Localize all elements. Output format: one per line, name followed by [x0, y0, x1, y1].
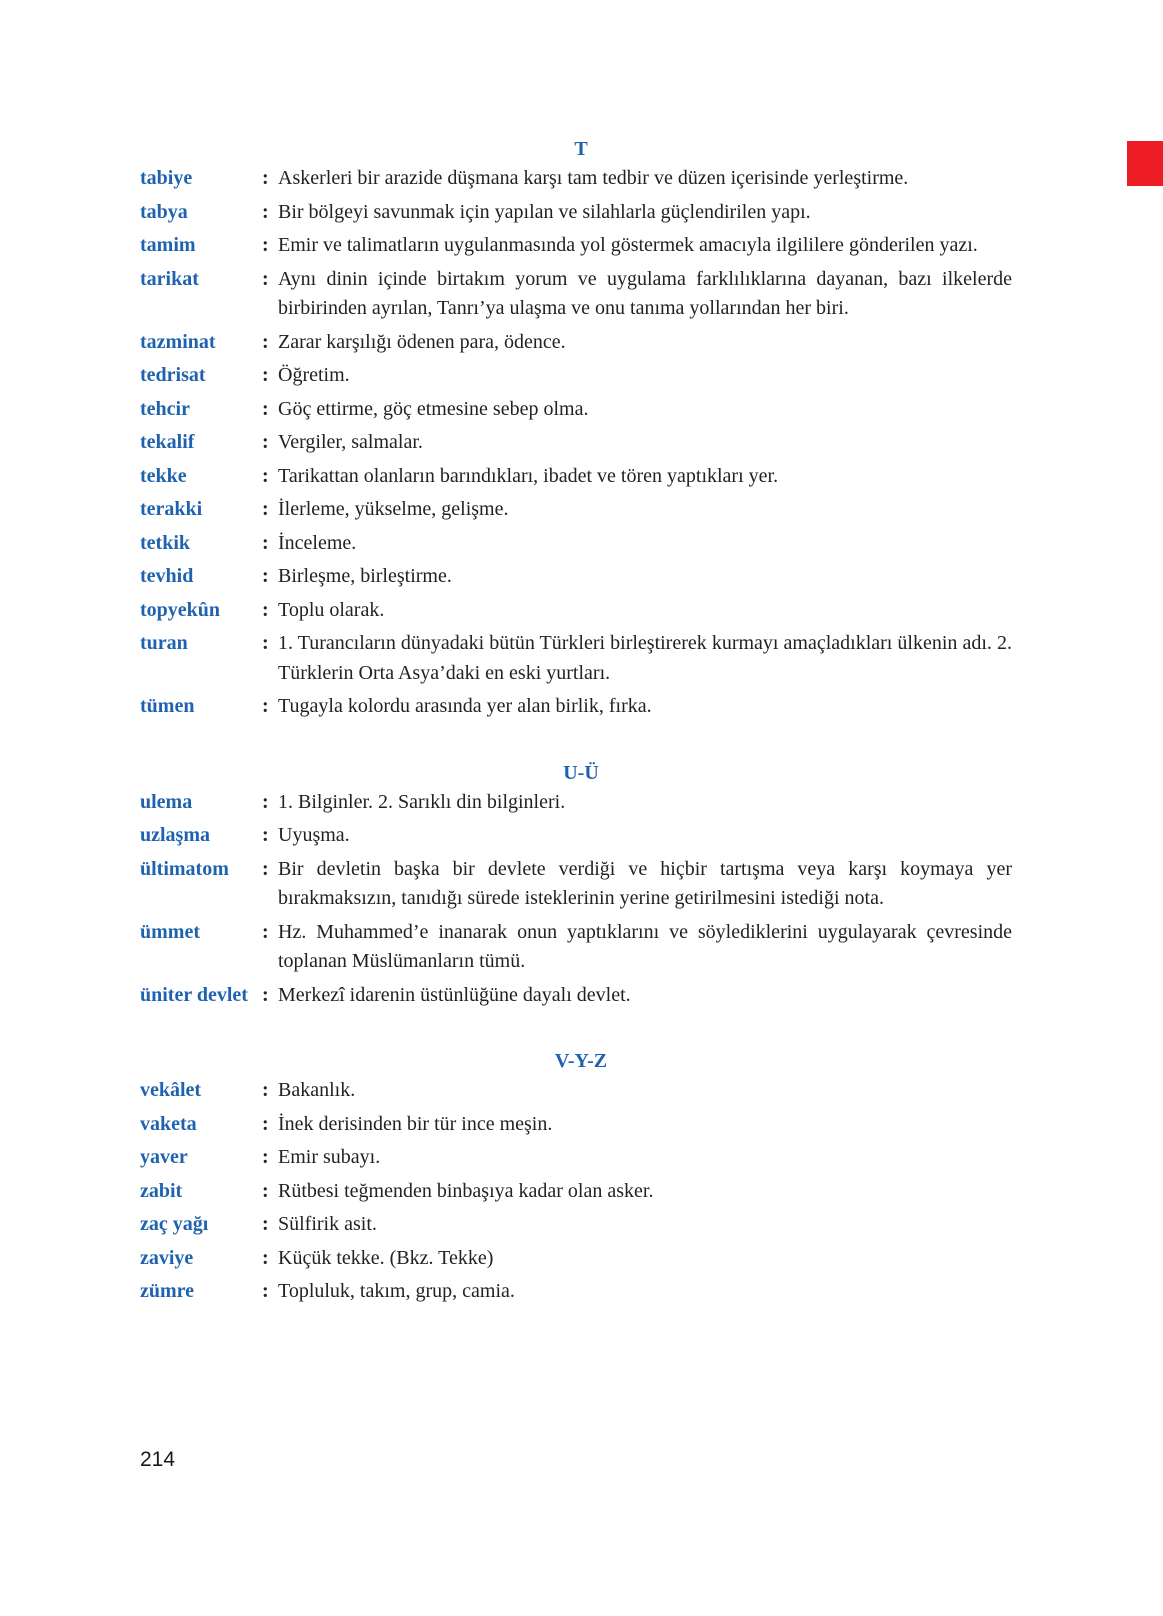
entry-term: tazminat — [140, 330, 216, 353]
entry-definition: Uyuşma. — [278, 824, 350, 846]
entry-definition: Aynı dinin içinde birtakım yorum ve uygulama farklılıklarına dayanan, bazı ilkelerde birbirinden ayrılan, Tanrı’ya ulaşma ve onu tanıma yollarından her biri. — [278, 267, 1012, 319]
glossary-entry — [140, 692, 1012, 722]
entry-separator: : — [262, 920, 269, 943]
glossary-content — [140, 134, 1012, 1343]
glossary-entry — [140, 529, 1012, 559]
entry-separator: : — [262, 431, 269, 453]
entry-term: tevhid — [140, 565, 194, 587]
entry-definition: Merkezî idarenin üstünlüğüne dayalı devlet. — [278, 983, 631, 1006]
glossary-entry — [140, 328, 1012, 358]
glossary-entry — [140, 1177, 1012, 1207]
entry-definition: Hz. Muhammed’e inanarak onun yaptıklarını ve söylediklerini uygulayarak çevresinde toplanan Müslümanların tümü. — [278, 920, 1012, 972]
glossary-entry — [140, 265, 1012, 324]
glossary-entry — [140, 1110, 1012, 1140]
entry-definition: 1. Turancıların dünyadaki bütün Türkleri birleştirerek kurmayı amaçladıkları ülkenin adı. 2. Türklerin Orta Asya’daki en eski yurtları. — [278, 632, 1012, 684]
entry-term: ümmet — [140, 920, 200, 943]
entry-term: ültimatom — [140, 857, 229, 880]
entry-term: uzlaşma — [140, 824, 210, 846]
glossary-entry — [140, 596, 1012, 626]
entry-definition: Tugayla kolordu arasında yer alan birlik, fırka. — [278, 695, 652, 717]
entry-separator: : — [262, 598, 269, 621]
entry-separator: : — [262, 857, 269, 880]
glossary-entry — [140, 821, 1012, 851]
entry-definition: Öğretim. — [278, 364, 350, 386]
entry-separator: : — [262, 824, 269, 846]
entry-definition: İlerleme, yükselme, gelişme. — [278, 498, 509, 520]
glossary-entry — [140, 918, 1012, 977]
entry-definition: Emir subayı. — [278, 1146, 381, 1168]
glossary-section — [140, 134, 1012, 722]
entry-definition: 1. Bilginler. 2. Sarıklı din bilginleri. — [278, 790, 566, 813]
section-letter-heading: U-Ü — [563, 761, 599, 784]
entry-term: zümre — [140, 1280, 195, 1302]
entry-separator: : — [262, 790, 269, 813]
entry-separator: : — [262, 330, 269, 353]
entry-separator: : — [262, 565, 269, 587]
entry-term: tamim — [140, 234, 196, 256]
entry-definition: Bir devletin başka bir devlete verdiği ve hiçbir tartışma veya karşı koymaya yer bırakmaksızın, tanıdığı sürede isteklerinin yerine getirilmesini istediği nota. — [278, 857, 1012, 909]
entry-definition: Zarar karşılığı ödenen para, ödence. — [278, 330, 566, 353]
entry-term: üniter devlet — [140, 983, 248, 1006]
glossary-entry — [140, 855, 1012, 914]
entry-separator: : — [262, 1146, 269, 1168]
glossary-entry — [140, 428, 1012, 458]
entry-separator: : — [262, 695, 269, 717]
entry-separator: : — [262, 1079, 269, 1101]
entry-definition: İnek derisinden bir tür ince meşin. — [278, 1112, 553, 1135]
entry-definition: Tarikattan olanların barındıkları, ibadet ve tören yaptıkları yer. — [278, 464, 779, 487]
entry-separator: : — [262, 200, 269, 223]
entry-separator: : — [262, 1179, 269, 1202]
glossary-entry — [140, 1076, 1012, 1106]
glossary-entry — [140, 1244, 1012, 1274]
entry-term: vekâlet — [140, 1079, 202, 1101]
entry-definition: Birleşme, birleştirme. — [278, 565, 452, 587]
entry-term: zabit — [140, 1179, 183, 1202]
entry-term: tekalif — [140, 431, 195, 453]
entry-definition: Rütbesi teğmenden binbaşıya kadar olan asker. — [278, 1179, 654, 1202]
section-letter-heading: T — [574, 138, 588, 160]
entry-separator: : — [262, 167, 269, 189]
glossary-entry — [140, 629, 1012, 688]
section-letter-heading: V-Y-Z — [554, 1050, 608, 1072]
glossary-entry — [140, 1143, 1012, 1173]
entry-definition: Küçük tekke. (Bkz. Tekke) — [278, 1246, 494, 1269]
glossary-entry — [140, 981, 1012, 1011]
glossary-entry — [140, 788, 1012, 818]
entry-separator: : — [262, 234, 269, 256]
glossary-entry — [140, 562, 1012, 592]
entry-separator: : — [262, 1246, 269, 1269]
entry-term: tedrisat — [140, 364, 206, 386]
entry-definition: Vergiler, salmalar. — [278, 431, 423, 453]
entry-term: tekke — [140, 464, 187, 487]
glossary-entry — [140, 1210, 1012, 1240]
entry-term: ulema — [140, 790, 193, 813]
entry-definition: Bir bölgeyi savunmak için yapılan ve silahlarla güçlendirilen yapı. — [278, 200, 811, 223]
entry-definition: Askerleri bir arazide düşmana karşı tam tedbir ve düzen içerisinde yerleştirme. — [278, 167, 909, 189]
glossary-entry — [140, 462, 1012, 492]
entry-separator: : — [262, 267, 269, 290]
entry-definition: Bakanlık. — [278, 1079, 356, 1101]
glossary-section — [140, 758, 1012, 1011]
entry-term: topyekûn — [140, 598, 221, 621]
entry-term: tehcir — [140, 397, 190, 420]
entry-separator: : — [262, 1112, 269, 1135]
entry-separator: : — [262, 397, 269, 420]
entry-separator: : — [262, 498, 269, 520]
entry-separator: : — [262, 632, 269, 654]
entry-term: tarikat — [140, 267, 199, 290]
entry-definition: Toplu olarak. — [278, 598, 385, 621]
entry-term: tabiye — [140, 167, 193, 189]
entry-definition: Sülfirik asit. — [278, 1213, 377, 1235]
entry-definition: Emir ve talimatların uygulanmasında yol göstermek amacıyla ilgililere gönderilen yazı. — [278, 234, 978, 256]
entry-term: zaviye — [140, 1246, 194, 1269]
glossary-entry — [140, 495, 1012, 525]
glossary-entry — [140, 361, 1012, 391]
entry-definition: İnceleme. — [278, 531, 357, 554]
entry-separator: : — [262, 1213, 269, 1235]
glossary-entry — [140, 395, 1012, 425]
glossary-entry — [140, 1277, 1012, 1307]
entry-definition: Topluluk, takım, grup, camia. — [278, 1280, 515, 1302]
entry-term: tabya — [140, 200, 188, 223]
page-color-marker — [1127, 141, 1163, 186]
glossary-entry — [140, 198, 1012, 228]
entry-term: turan — [140, 632, 188, 654]
entry-term: zaç yağı — [140, 1213, 209, 1235]
entry-definition: Göç ettirme, göç etmesine sebep olma. — [278, 397, 589, 420]
page-number: 214 — [140, 1448, 176, 1471]
entry-term: yaver — [140, 1146, 188, 1168]
glossary-entry — [140, 231, 1012, 261]
entry-term: tümen — [140, 695, 195, 717]
entry-term: vaketa — [140, 1112, 197, 1135]
entry-term: tetkik — [140, 531, 190, 554]
entry-separator: : — [262, 531, 269, 554]
glossary-entry — [140, 164, 1012, 194]
entry-separator: : — [262, 983, 269, 1006]
entry-separator: : — [262, 464, 269, 487]
entry-separator: : — [262, 364, 269, 386]
glossary-section — [140, 1046, 1012, 1307]
entry-term: terakki — [140, 498, 203, 520]
entry-separator: : — [262, 1280, 269, 1302]
